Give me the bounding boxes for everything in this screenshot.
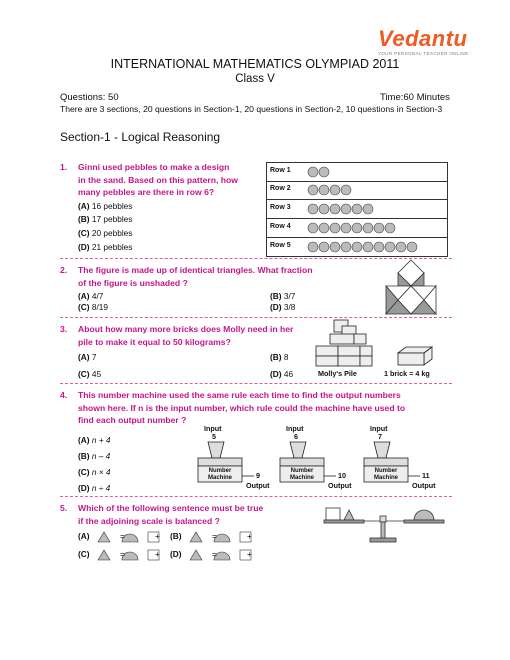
q1-option-c[interactable]: (C) 20 pebbles: [78, 227, 133, 238]
time-limit: Time:60 Minutes: [380, 92, 450, 103]
question-2: 2. The figure is made up of identical triangles. What fraction of the figure is unshaded ?: [60, 264, 360, 289]
q4-line-1: This number machine used the same rule each time to find the output numbers: [78, 390, 401, 400]
q3-option-d[interactable]: (D) 46: [270, 369, 294, 379]
logo-tagline: YOUR PERSONAL TEACHER ONLINE: [378, 51, 469, 56]
divider: [60, 383, 452, 384]
q5-line-1: Which of the following sentence must be true: [78, 503, 264, 513]
q2-line-2: of the figure is unshaded ?: [78, 277, 188, 288]
q3-option-c[interactable]: (C) 45: [78, 369, 102, 379]
q5-line-2: if the adjoining scale is balanced ?: [78, 515, 220, 526]
q2-option-a[interactable]: (A) 4/7: [78, 291, 104, 301]
q2-option-d[interactable]: (D) 3/8: [270, 302, 296, 312]
q4-option-b[interactable]: (B) n – 4: [78, 451, 111, 461]
brick-weight-label: 1 brick = 4 kg: [384, 369, 430, 378]
q4-option-d[interactable]: (D) n ÷ 4: [78, 483, 111, 493]
q5-option-c[interactable]: (C) = +: [78, 549, 160, 560]
molly-pile-label: Molly's Pile: [318, 369, 357, 378]
question-1: [60, 161, 260, 254]
molly-pile-figure: [312, 318, 382, 368]
pebble-row-2: Row 2: [266, 181, 448, 200]
q4-line-3: find each output number ?: [78, 415, 187, 426]
q4-line-2: shown here. If n is the input number, which rule could the machine have used to: [78, 402, 406, 413]
q3-option-a[interactable]: (A) 7: [78, 352, 97, 362]
exam-class: Class V: [235, 73, 275, 85]
q1-option-d[interactable]: (D) 21 pebbles: [78, 241, 133, 252]
q4-option-a[interactable]: (A) n + 4: [78, 435, 111, 445]
exam-title: INTERNATIONAL MATHEMATICS OLYMPIAD 2011: [110, 57, 400, 71]
logo-name: Vedantu: [378, 26, 468, 51]
triangle-figure: [376, 258, 446, 320]
q1-option-b[interactable]: (B) 17 pebbles: [78, 214, 133, 225]
balance-scale-figure: [322, 504, 446, 548]
divider: [60, 317, 452, 318]
q3-option-b[interactable]: (B) 8: [270, 352, 289, 362]
q1-option-a[interactable]: (A) 16 pebbles: [78, 200, 133, 211]
brick-icon: [396, 345, 434, 367]
pebble-row-5: Row 5: [266, 238, 448, 257]
q2-option-b[interactable]: (B) 3/7: [270, 291, 296, 301]
pebble-row-1: Row 1: [266, 162, 448, 182]
pebble-row-4: Row 4: [266, 219, 448, 238]
q5-option-d[interactable]: (D) = +: [170, 549, 252, 560]
q5-option-a[interactable]: (A) = +: [78, 531, 160, 542]
question-count: Questions: 50: [60, 92, 119, 103]
q4-option-c[interactable]: (C) n × 4: [78, 467, 111, 477]
q1-line-2: in the sand. Based on this pattern, how: [78, 174, 238, 185]
divider: [60, 496, 452, 497]
q1-number: 1.: [60, 162, 68, 172]
q4-options: [78, 432, 111, 496]
pebble-row-3: Row 3: [266, 200, 448, 219]
question-5: 5. Which of the following sentence must be true if the adjoining scale is balanced ?: [60, 502, 320, 527]
vedantu-logo: [378, 26, 468, 56]
question-3: 3. About how many more bricks does Molly need in her pile to make it equal to 50 kilograms?: [60, 323, 330, 348]
sections-note: There are 3 sections, 20 questions in Section-1, 20 questions in Section-2, 10 questions in Section-3: [60, 104, 443, 114]
section-heading: Section-1 - Logical Reasoning: [60, 130, 221, 144]
question-4: 4. This number machine used the same rule each time to find the output numbers shown here. If n is the input number, which rule could the machine have used to find each output number ?: [60, 389, 452, 427]
q1-line-1: Ginni used pebbles to make a design: [78, 162, 230, 172]
q2-line-1: The figure is made up of identical triangles. What fraction: [78, 265, 313, 275]
q3-line-1: About how many more bricks does Molly need in her: [78, 324, 294, 334]
q1-line-3: many pebbles are there in row 6?: [78, 187, 215, 198]
q2-option-c[interactable]: (C) 8/19: [78, 302, 108, 312]
q3-line-2: pile to make it equal to 50 kilograms?: [78, 336, 231, 347]
q5-option-b[interactable]: (B) = +: [170, 531, 252, 542]
